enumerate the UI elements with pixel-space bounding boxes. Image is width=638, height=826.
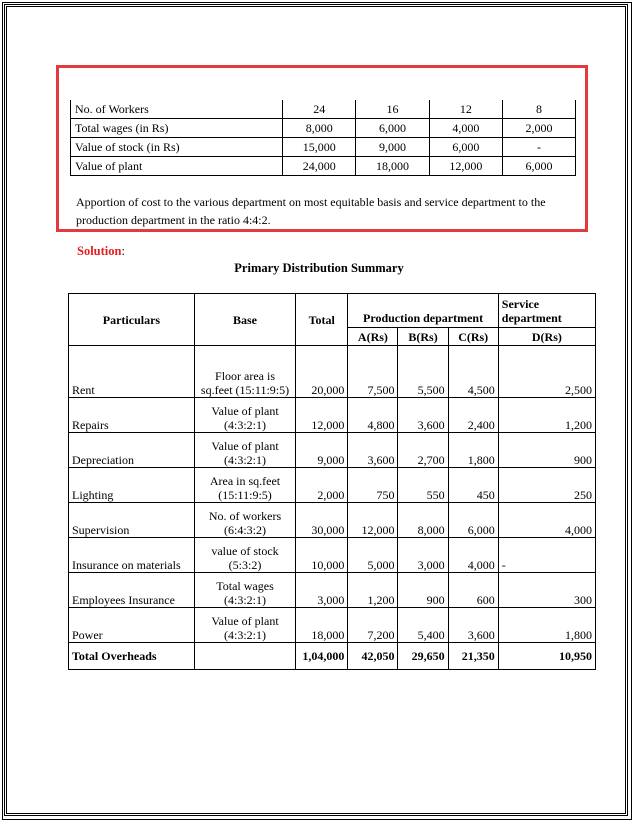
cell-value: 6,000	[502, 157, 575, 176]
cell-value: 9,000	[356, 138, 429, 157]
row-c: 450	[448, 468, 498, 503]
row-a: 12,000	[348, 503, 398, 538]
cell-value: 18,000	[356, 157, 429, 176]
row-d: 900	[498, 433, 595, 468]
row-label: Total wages (in Rs)	[71, 119, 283, 138]
table-row	[71, 138, 576, 157]
cell-value: 24	[283, 100, 356, 119]
table-header-row	[69, 294, 596, 328]
row-total: 10,000	[296, 538, 348, 573]
table-row	[69, 538, 596, 573]
cell-value: 12,000	[429, 157, 502, 176]
row-b: 3,000	[398, 538, 448, 573]
total-label: Total Overheads	[69, 643, 195, 670]
cell-value: 16	[356, 100, 429, 119]
row-particular: Lighting	[69, 468, 195, 503]
table-row	[69, 503, 596, 538]
header-d: D(Rs)	[498, 328, 595, 346]
header-b: B(Rs)	[398, 328, 448, 346]
row-b: 5,400	[398, 608, 448, 643]
row-c: 3,600	[448, 608, 498, 643]
cell-value: 15,000	[283, 138, 356, 157]
row-particular: Insurance on materials	[69, 538, 195, 573]
total-base	[194, 643, 295, 670]
table-title: Primary Distribution Summary	[234, 261, 404, 275]
table-row	[69, 433, 596, 468]
header-service-line2: department	[501, 311, 562, 325]
row-total: 30,000	[296, 503, 348, 538]
row-a: 4,800	[348, 398, 398, 433]
row-c: 600	[448, 573, 498, 608]
table-row	[71, 119, 576, 138]
total-b: 29,650	[398, 643, 448, 670]
cell-value: 2,000	[502, 119, 575, 138]
row-b: 5,500	[398, 346, 448, 398]
row-b: 900	[398, 573, 448, 608]
row-total: 12,000	[296, 398, 348, 433]
total-d: 10,950	[498, 643, 595, 670]
row-d: 4,000	[498, 503, 595, 538]
header-total: Total	[296, 294, 348, 346]
row-a: 7,500	[348, 346, 398, 398]
row-a: 3,600	[348, 433, 398, 468]
row-d: 1,800	[498, 608, 595, 643]
cell-value: 8	[502, 100, 575, 119]
cell-value: 4,000	[429, 119, 502, 138]
cell-value: 6,000	[356, 119, 429, 138]
row-a: 7,200	[348, 608, 398, 643]
row-b: 2,700	[398, 433, 448, 468]
row-c: 4,000	[448, 538, 498, 573]
row-particular: Supervision	[69, 503, 195, 538]
total-total: 1,04,000	[296, 643, 348, 670]
row-particular: Employees Insurance	[69, 573, 195, 608]
row-total: 18,000	[296, 608, 348, 643]
primary-distribution-table	[68, 293, 596, 670]
total-overheads-row	[69, 643, 596, 670]
row-c: 1,800	[448, 433, 498, 468]
row-b: 550	[398, 468, 448, 503]
row-base: Total wages (4:3:2:1)	[194, 573, 295, 608]
row-label: Value of plant	[71, 157, 283, 176]
row-base: Value of plant (4:3:2:1)	[194, 398, 295, 433]
department-data-table	[70, 100, 576, 176]
table-row	[69, 608, 596, 643]
header-base: Base	[194, 294, 295, 346]
header-production-department: Production department	[348, 294, 498, 328]
row-a: 1,200	[348, 573, 398, 608]
row-particular: Repairs	[69, 398, 195, 433]
row-total: 2,000	[296, 468, 348, 503]
solution-heading	[77, 243, 125, 259]
solution-label: Solution	[77, 244, 122, 258]
table-row	[71, 157, 576, 176]
header-service-department	[498, 294, 595, 328]
row-d: 300	[498, 573, 595, 608]
total-c: 21,350	[448, 643, 498, 670]
table-row	[69, 346, 596, 398]
row-total: 9,000	[296, 433, 348, 468]
header-a: A(Rs)	[348, 328, 398, 346]
row-d: -	[498, 538, 595, 573]
row-d: 2,500	[498, 346, 595, 398]
apportion-paragraph: Apportion of cost to the various department on most equitable basis and service department to the production department in the ratio 4:4:2.	[76, 195, 546, 227]
row-b: 3,600	[398, 398, 448, 433]
row-base: Value of plant (4:3:2:1)	[194, 433, 295, 468]
row-base: Floor area is sq.feet (15:11:9:5)	[194, 346, 295, 398]
row-a: 750	[348, 468, 398, 503]
total-a: 42,050	[348, 643, 398, 670]
header-service-line1: Service	[501, 297, 540, 311]
header-c: C(Rs)	[448, 328, 498, 346]
row-c: 4,500	[448, 346, 498, 398]
solution-colon: :	[121, 244, 125, 258]
cell-value: 8,000	[283, 119, 356, 138]
cell-value: -	[502, 138, 575, 157]
cell-value: 12	[429, 100, 502, 119]
row-base: Area in sq.feet (15:11:9:5)	[194, 468, 295, 503]
row-a: 5,000	[348, 538, 398, 573]
header-particulars: Particulars	[69, 294, 195, 346]
table-row	[69, 398, 596, 433]
row-d: 250	[498, 468, 595, 503]
row-total: 20,000	[296, 346, 348, 398]
row-c: 2,400	[448, 398, 498, 433]
row-base: value of stock (5:3:2)	[194, 538, 295, 573]
row-b: 8,000	[398, 503, 448, 538]
row-particular: Depreciation	[69, 433, 195, 468]
table-row	[71, 100, 576, 119]
cell-value: 24,000	[283, 157, 356, 176]
table-row	[69, 468, 596, 503]
cell-value: 6,000	[429, 138, 502, 157]
row-base: No. of workers (6:4:3:2)	[194, 503, 295, 538]
row-label: No. of Workers	[71, 100, 283, 119]
row-label: Value of stock (in Rs)	[71, 138, 283, 157]
row-c: 6,000	[448, 503, 498, 538]
table-row	[69, 573, 596, 608]
row-base: Value of plant (4:3:2:1)	[194, 608, 295, 643]
row-d: 1,200	[498, 398, 595, 433]
row-particular: Rent	[69, 346, 195, 398]
row-total: 3,000	[296, 573, 348, 608]
row-particular: Power	[69, 608, 195, 643]
